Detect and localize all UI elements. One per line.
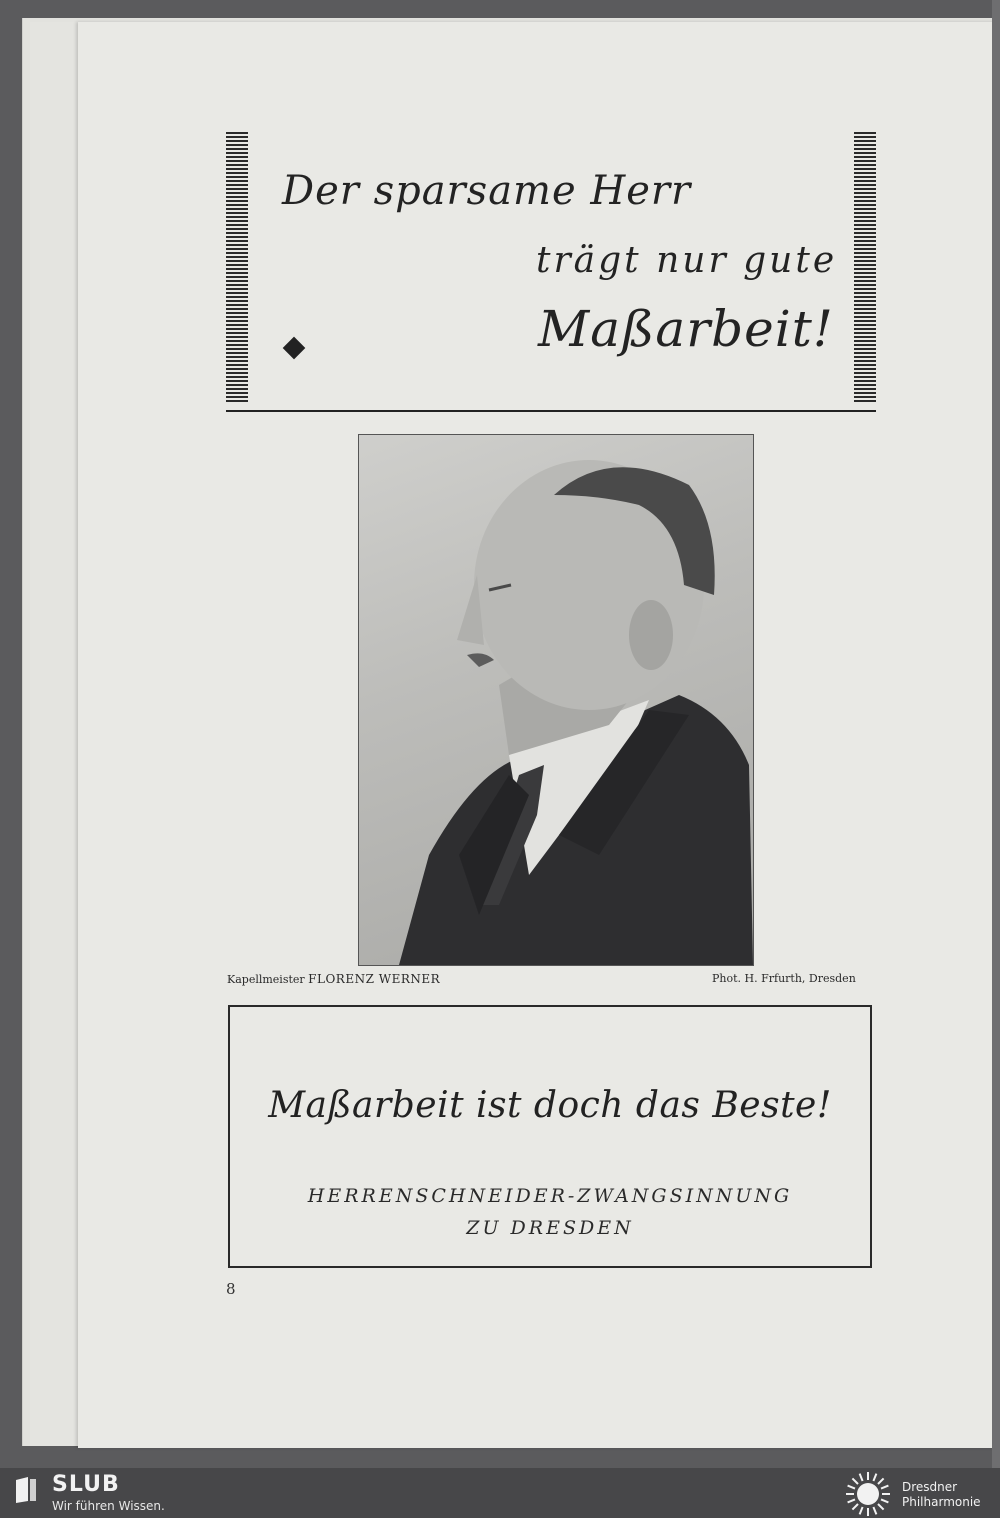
- ad-slogan: Maßarbeit ist doch das Beste!: [268, 1085, 832, 1126]
- ornament-bars-left: [226, 132, 248, 402]
- philharmonie-logo-line1[interactable]: Dresdner: [902, 1480, 958, 1494]
- guild-name-line1: HERRENSCHNEIDER-ZWANGSINNUNG: [307, 1185, 793, 1207]
- ad-headline-line1: Der sparsame Herr: [282, 168, 692, 214]
- slub-book-icon[interactable]: [14, 1476, 38, 1504]
- caption-name: FLORENZ WERNER: [308, 972, 441, 986]
- horizontal-rule: [226, 410, 876, 412]
- slub-logo-text[interactable]: SLUB: [52, 1472, 120, 1497]
- viewer-footer: [0, 1468, 1000, 1518]
- photo-credit: Phot. H. Frfurth, Dresden: [712, 972, 856, 985]
- ad-headline-line3: Maßarbeit!: [538, 300, 834, 358]
- bottom-advertisement: [228, 1005, 872, 1268]
- scan-right-edge: [992, 0, 1000, 1468]
- slub-tagline: Wir führen Wissen.: [52, 1499, 165, 1513]
- philharmonie-sunburst-icon[interactable]: [844, 1470, 892, 1518]
- ad-headline-line2: trägt nur gute: [536, 240, 838, 281]
- page-number: 8: [226, 1280, 236, 1298]
- guild-name-line2: ZU DRESDEN: [466, 1217, 634, 1239]
- photo-caption: [227, 972, 440, 986]
- ornament-bars-right: [854, 132, 876, 402]
- philharmonie-logo-line2[interactable]: Philharmonie: [902, 1495, 981, 1509]
- caption-title: Kapellmeister: [227, 973, 305, 986]
- portrait-illustration: [359, 435, 753, 965]
- portrait-photo: [358, 434, 754, 966]
- page-edge: [30, 22, 79, 1446]
